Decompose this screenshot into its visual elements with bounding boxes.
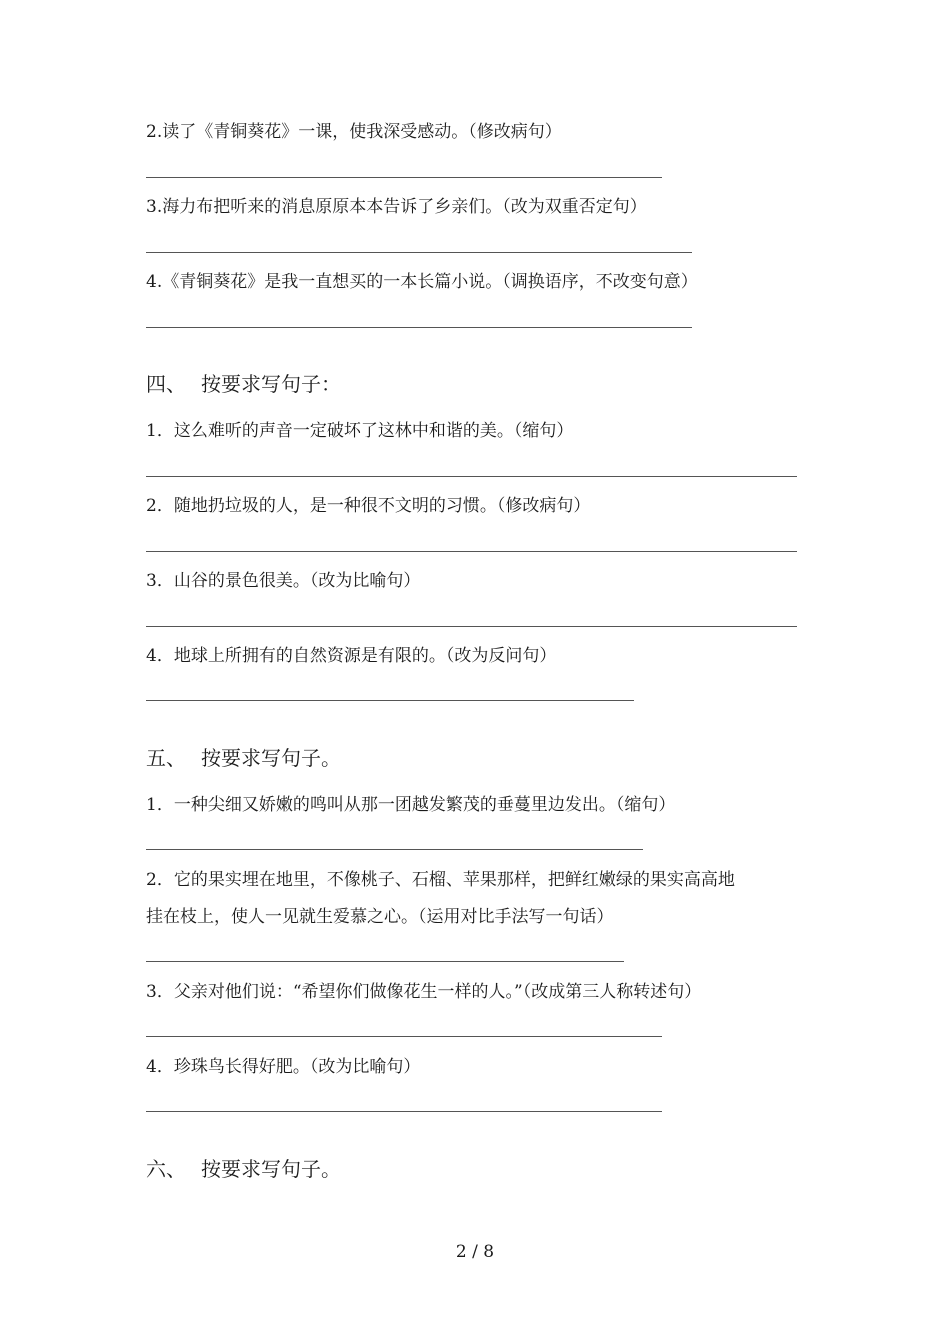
question-3-2: 2.读了《青铜葵花》一课，使我深受感动。（修改病句） <box>146 122 562 142</box>
section-4-title: 按要求写句子： <box>201 372 341 396</box>
answer-line[interactable] <box>146 1036 662 1037</box>
section-4-heading <box>146 370 341 398</box>
answer-line[interactable] <box>146 700 634 701</box>
answer-line[interactable] <box>146 327 692 328</box>
answer-line[interactable] <box>146 961 624 962</box>
section-5-number: 五、 <box>146 746 186 770</box>
answer-line[interactable] <box>146 626 797 627</box>
question-5-1: 1．一种尖细又娇嫩的鸣叫从那一团越发繁茂的垂蔓里边发出。（缩句） <box>146 795 676 815</box>
section-5-title: 按要求写句子。 <box>201 746 341 770</box>
question-4-2: 2．随地扔垃圾的人，是一种很不文明的习惯。（修改病句） <box>146 496 591 516</box>
question-3-3: 3.海力布把听来的消息原原本本告诉了乡亲们。（改为双重否定句） <box>146 197 647 217</box>
answer-line[interactable] <box>146 1111 662 1112</box>
question-5-2-line1: 2．它的果实埋在地里，不像桃子、石榴、苹果那样，把鲜红嫩绿的果实高高地 <box>146 870 735 890</box>
answer-line[interactable] <box>146 476 797 477</box>
section-6-title: 按要求写句子。 <box>201 1157 341 1181</box>
question-5-4: 4．珍珠鸟长得好肥。（改为比喻句） <box>146 1057 421 1077</box>
answer-line[interactable] <box>146 849 643 850</box>
answer-line[interactable] <box>146 252 692 253</box>
question-4-3: 3．山谷的景色很美。（改为比喻句） <box>146 571 421 591</box>
answer-line[interactable] <box>146 177 662 178</box>
section-6-heading <box>146 1155 341 1183</box>
answer-line[interactable] <box>146 551 797 552</box>
section-6-number: 六、 <box>146 1157 186 1181</box>
question-3-4: 4.《青铜葵花》是我一直想买的一本长篇小说。（调换语序，不改变句意） <box>146 272 698 292</box>
question-5-2-line2: 挂在枝上，使人一见就生爱慕之心。（运用对比手法写一句话） <box>146 907 614 927</box>
section-4-number: 四、 <box>146 372 186 396</box>
question-5-3: 3．父亲对他们说：“希望你们做像花生一样的人。”（改成第三人称转述句） <box>146 982 702 1002</box>
section-5-heading <box>146 744 341 772</box>
question-4-4: 4．地球上所拥有的自然资源是有限的。（改为反问句） <box>146 646 557 666</box>
page-indicator: 2 / 8 <box>455 1242 495 1262</box>
question-4-1: 1．这么难听的声音一定破坏了这林中和谐的美。（缩句） <box>146 421 574 441</box>
